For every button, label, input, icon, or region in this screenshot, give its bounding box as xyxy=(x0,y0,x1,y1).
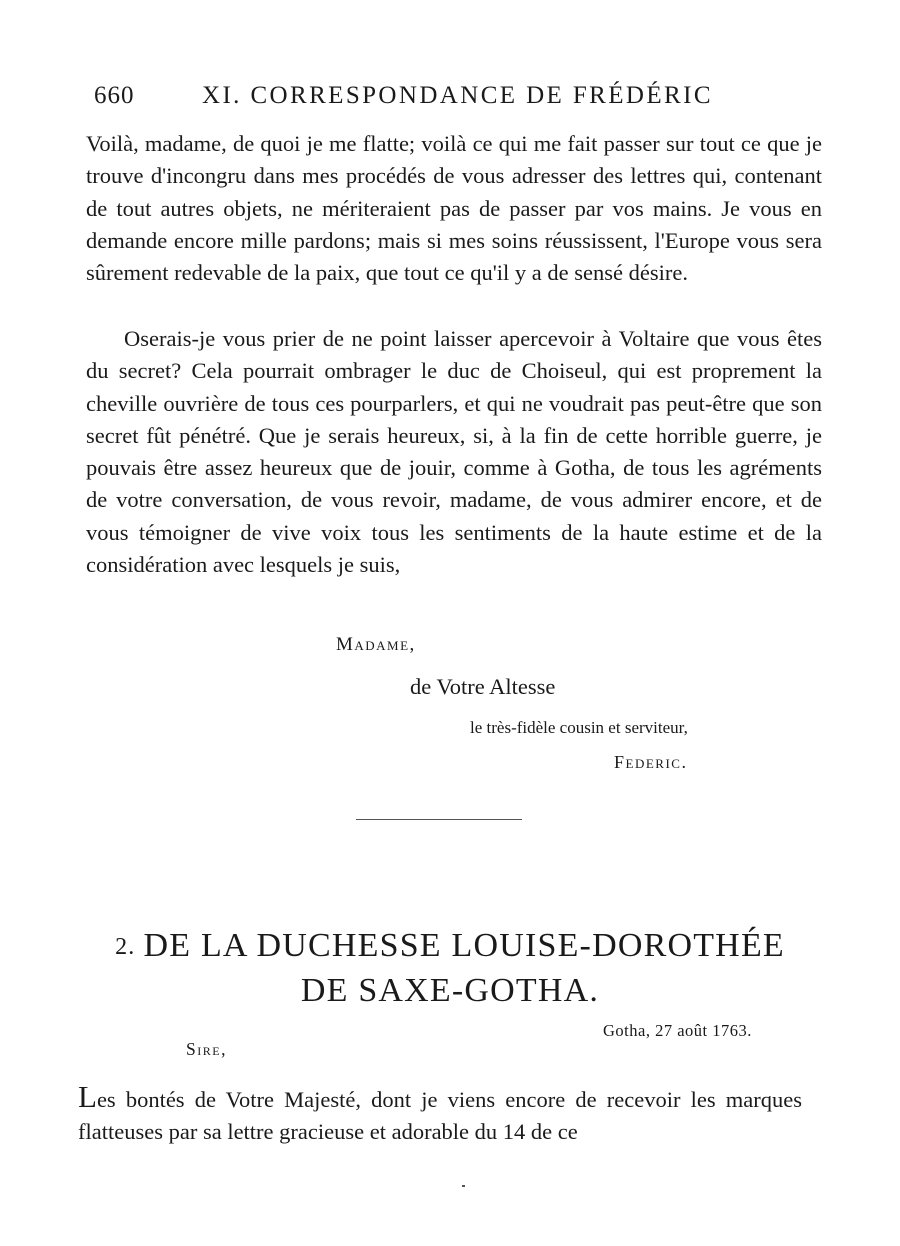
section-divider xyxy=(356,819,522,820)
letter-salutation: Madame, xyxy=(336,634,416,655)
section-heading xyxy=(80,924,820,1013)
letter-closing: de Votre Altesse xyxy=(410,674,556,699)
running-title: XI. CORRESPONDANCE DE FRÉDÉRIC xyxy=(202,82,713,109)
running-header xyxy=(94,82,734,116)
letter-closing-formula: le très-fidèle cousin et serviteur, xyxy=(470,718,688,737)
letter-number: 2. xyxy=(115,934,136,960)
print-speck xyxy=(462,1185,465,1187)
letter-paragraph-2: Oserais-je vous prier de ne point laisser apercevoir à Voltaire que vous êtes du secret? Cela pourrait ombrager le duc de Choiseul, qui est proprement la cheville ouvrière de tous ces pourparlers, et qui ne voudrait pas peut-être que son secret fût pénétré. Que je serais heureux, si, à la fin de cette horrible guerre, je pouvais être assez heureux que de jouir, comme à Gotha, de tous les agréments de votre conversation, de vous revoir, madame, de vous admirer encore, et de vous témoigner de vive voix tous les sentiments de la haute estime et de la considération avec lesquels je suis, xyxy=(86,326,822,578)
drop-cap: L xyxy=(78,1079,97,1114)
letter-place-date: Gotha, 27 août 1763. xyxy=(603,1021,752,1040)
letter-2-paragraph xyxy=(78,1079,802,1149)
letter-paragraph-1: Voilà, madame, de quoi je me flatte; voilà ce qui me fait passer sur tout ce que je trouve d'incongru dans mes procédés de vous adresser des lettres qui, contenant de tout autres objets, ne mériteraient pas de passer par vos mains. Je vous en demande encore mille pardons; mais si mes soins réussissent, l'Europe vous sera sûrement redevable de la paix, que tout ce qu'il y a de sensé désire. xyxy=(86,131,822,286)
letter-signature: Federic. xyxy=(614,752,688,772)
letter-salutation-sire: Sire, xyxy=(186,1039,227,1059)
heading-line-2: DE SAXE-GOTHA. xyxy=(300,972,600,1009)
page-number: 660 xyxy=(94,82,135,109)
letter-2-text: es bontés de Votre Majesté, dont je viens encore de recevoir les marques flatteuses par sa lettre gracieuse et adorable du 14 de ce xyxy=(78,1087,802,1145)
heading-line-1: DE LA DUCHESSE LOUISE-DOROTHÉE xyxy=(143,927,785,964)
